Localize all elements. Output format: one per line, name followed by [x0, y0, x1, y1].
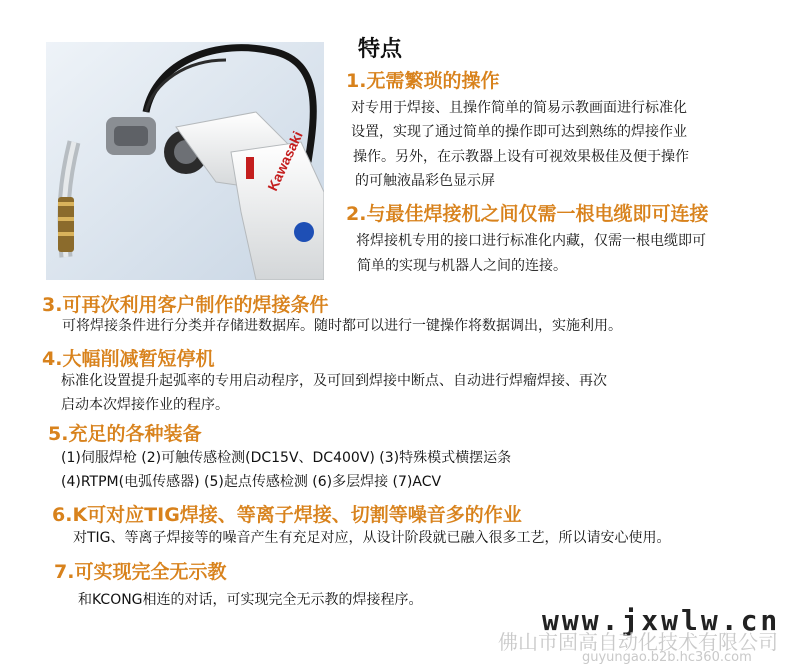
watermark-url: www.jxwlw.cn [542, 604, 781, 637]
section-1-line-1: 对专用于焊接、且操作简单的简易示教画面进行标准化 [351, 100, 687, 116]
section-6-line-1: 对TIG、等离子焊接等的噪音产生有充足对应，从设计阶段就已融入很多工艺，所以请安心使用。 [73, 530, 671, 546]
section-7-heading: 7.可实现完全无示教 [54, 561, 227, 583]
section-2-heading: 2.与最佳焊接机之间仅需一根电缆即可连接 [346, 203, 709, 225]
section-4-heading: 4.大幅削减暂短停机 [42, 348, 215, 370]
section-6-heading: 6.K可对应TIG焊接、等离子焊接、切割等噪音多的作业 [52, 504, 522, 526]
section-3-heading: 3.可再次利用客户制作的焊接条件 [42, 294, 329, 316]
section-1-heading: 1.无需繁琐的操作 [346, 70, 500, 92]
page-title: 特点 [358, 37, 403, 62]
section-1-line-3: 操作。另外，在示教器上设有可视效果极佳及便于操作 [353, 149, 689, 165]
section-7-line-1: 和KCONG相连的对话，可实现完全无示教的焊接程序。 [78, 592, 423, 608]
section-4-line-1: 标准化设置提升起弧率的专用启动程序，及可回到焊接中断点、自动进行焊瘤焊接、再次 [61, 373, 607, 389]
section-4-line-2: 启动本次焊接作业的程序。 [61, 397, 229, 413]
section-2-line-1: 将焊接机专用的接口进行标准化内藏，仅需一根电缆即可 [356, 233, 706, 249]
section-1-line-4: 的可触液晶彩色显示屏 [355, 173, 495, 189]
robot-welding-photo [46, 42, 324, 280]
section-2-line-2: 简单的实现与机器人之间的连接。 [357, 258, 567, 274]
section-5-line-1: (1)伺服焊枪 (2)可触传感检测(DC15V、DC400V) (3)特殊模式横摆运条 [61, 450, 512, 466]
robot-brand-logo: Kawasaki [264, 128, 306, 194]
watermark-company: 佛山市固高自动化技术有限公司 [498, 630, 778, 654]
watermark-site: guyungao.b2b.hc360.com [582, 650, 752, 665]
section-5-heading: 5.充足的各种装备 [48, 423, 202, 445]
section-3-line-1: 可将焊接条件进行分类并存储进数据库。随时都可以进行一键操作将数据调出，实施利用。 [62, 318, 622, 334]
section-1-line-2: 设置，实现了通过简单的操作即可达到熟练的焊接作业 [351, 124, 687, 140]
section-5-line-2: (4)RTPM(电弧传感器) (5)起点传感检测 (6)多层焊接 (7)ACV [61, 474, 442, 490]
